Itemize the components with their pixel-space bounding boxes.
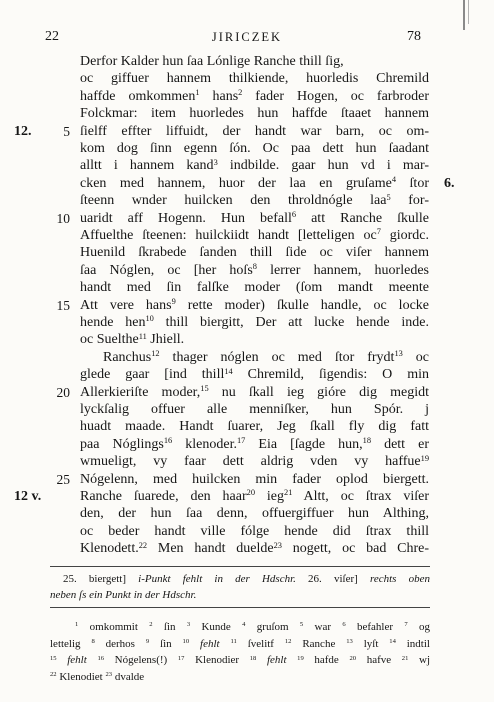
line-text bbox=[80, 70, 429, 87]
variant-line bbox=[50, 653, 430, 670]
page-number-right: 78 bbox=[407, 29, 421, 44]
text-run: lyſt bbox=[352, 637, 390, 650]
italic-text: fehlt bbox=[256, 654, 298, 667]
footnote-marker: 7 bbox=[376, 227, 381, 237]
footnote-marker: 4 bbox=[242, 621, 246, 629]
text-run: Kunde bbox=[190, 621, 243, 633]
text-run: for- bbox=[390, 193, 429, 209]
text-run: og bbox=[407, 621, 431, 633]
line-number: 5 bbox=[63, 123, 70, 139]
footnote-marker: 23 bbox=[105, 671, 113, 679]
text-run: ſteenn wnder huilcken den throldnógle laa bbox=[80, 193, 387, 209]
text-run: huadt maade. Handt ſuarer, Jeg ſkall fly dig fatt bbox=[80, 419, 429, 435]
text-line bbox=[0, 540, 494, 557]
text-line bbox=[0, 70, 494, 87]
text-line bbox=[0, 175, 494, 192]
footnote-marker: 6 bbox=[342, 621, 346, 629]
footnote-marker: 9 bbox=[171, 296, 176, 306]
line-text bbox=[80, 418, 429, 435]
text-line bbox=[0, 471, 494, 488]
text-line bbox=[0, 53, 494, 70]
footnote-marker: 11 bbox=[230, 637, 237, 645]
text-run: Men handt duelde bbox=[147, 541, 274, 557]
text-run: Klenodett. bbox=[80, 541, 139, 557]
apparatus-line bbox=[50, 571, 430, 587]
text-line bbox=[0, 140, 494, 157]
line-text bbox=[80, 157, 429, 175]
text-line bbox=[0, 401, 494, 418]
text-run: lerrer hannem, huorledes bbox=[256, 262, 429, 278]
footnote-marker: 16 bbox=[97, 654, 105, 662]
text-run: Altt, oc ſtrax viſer bbox=[292, 489, 429, 504]
text-line bbox=[0, 505, 494, 522]
footnote-marker: 18 bbox=[362, 436, 372, 446]
text-run: wmueligt, vy faar dett aldrig vden vy haffue bbox=[80, 454, 421, 470]
footnote-marker: 18 bbox=[249, 654, 257, 662]
italic-text: rechts oben bbox=[369, 573, 430, 585]
text-run: paa Nóglings bbox=[80, 436, 164, 452]
footnote-marker: 21 bbox=[284, 488, 293, 498]
footnote-marker: 8 bbox=[252, 262, 257, 272]
line-text bbox=[80, 471, 429, 488]
text-run: dett er bbox=[371, 436, 429, 452]
scan-edge-mark bbox=[463, 0, 465, 30]
footnote-marker: 12 bbox=[284, 637, 292, 645]
line-text bbox=[80, 488, 429, 506]
line-text bbox=[80, 262, 429, 280]
text-run: Folckmar: item huorledes hun haffde ſtaaet hannem bbox=[80, 106, 429, 122]
footnote-marker: 21 bbox=[401, 654, 409, 662]
text-run: hende hen bbox=[80, 315, 146, 330]
text-line bbox=[0, 384, 494, 401]
apparatus-line bbox=[50, 587, 430, 603]
line-text bbox=[80, 244, 429, 261]
margin-folio-note: 12 v. bbox=[14, 489, 42, 504]
line-text bbox=[80, 540, 429, 558]
line-text bbox=[80, 523, 429, 540]
text-run: ſin bbox=[152, 621, 187, 633]
line-text bbox=[80, 297, 429, 315]
text-run: gruſom bbox=[245, 621, 300, 633]
text-run: fader Hogen, oc farbroder bbox=[242, 88, 430, 104]
text-line bbox=[0, 523, 494, 540]
text-run: 25. biergett] bbox=[63, 573, 139, 585]
footnote-marker: 15 bbox=[200, 383, 209, 393]
text-run: ſielff effter liffuidt, der handt war barn, oc om- bbox=[80, 123, 429, 139]
text-run: ſaa Nóglen, oc [her hoſs bbox=[80, 262, 253, 278]
text-line bbox=[0, 210, 494, 227]
text-run: Eia [ſagde hun, bbox=[245, 436, 363, 452]
italic-text: neben ſs ein Punkt in der Hdschr. bbox=[50, 589, 197, 601]
footnote-marker: 1 bbox=[75, 621, 79, 629]
text-line bbox=[0, 123, 494, 140]
text-run: thill biergitt, Der att lucke hende inde. bbox=[153, 315, 429, 330]
variant-notes bbox=[50, 620, 430, 686]
variant-line bbox=[50, 637, 430, 654]
text-run: Derfor Kalder hun ſaa Lónlige Ranche thill ſig, bbox=[80, 54, 344, 69]
main-text-block bbox=[0, 53, 494, 559]
text-run: Nógelens(!) bbox=[104, 654, 178, 667]
text-run: glede gaar [ind thill bbox=[80, 367, 225, 383]
footnote-marker: 5 bbox=[386, 192, 391, 202]
text-run: oc Suelthe bbox=[80, 332, 139, 348]
line-text bbox=[80, 123, 429, 140]
text-run: indtil bbox=[395, 637, 430, 650]
text-run: ſtor bbox=[396, 175, 429, 191]
text-line bbox=[0, 349, 494, 366]
line-text bbox=[80, 53, 429, 70]
text-run: alltt i hannem kand bbox=[80, 158, 214, 174]
text-line bbox=[0, 453, 494, 470]
text-run: att Ranche ſkulle bbox=[296, 210, 430, 226]
text-run: befahler bbox=[345, 621, 405, 633]
footnote-marker: 3 bbox=[213, 157, 218, 167]
line-text bbox=[80, 384, 429, 402]
text-run: indbilde. gaar hun vd i mar- bbox=[217, 158, 429, 174]
text-run: cken med hannem, huor der laa en gruſame bbox=[80, 175, 392, 191]
line-text bbox=[80, 401, 429, 418]
footnote-marker: 19 bbox=[420, 453, 429, 463]
footnote-marker: 10 bbox=[182, 637, 190, 645]
italic-text: fehlt bbox=[189, 637, 231, 650]
text-run: Ranche ſuarede, den haar bbox=[80, 489, 247, 504]
text-run: wj bbox=[408, 654, 431, 667]
line-text bbox=[80, 331, 429, 349]
text-run: Ranche bbox=[291, 637, 347, 650]
footnote-marker: 10 bbox=[145, 314, 154, 324]
margin-folio-note: 6. bbox=[444, 175, 455, 191]
text-run: hafve bbox=[356, 654, 402, 667]
footnote-marker: 4 bbox=[391, 175, 397, 185]
line-text bbox=[103, 349, 429, 367]
text-run: war bbox=[303, 621, 343, 633]
running-head: JIRICZEK bbox=[211, 30, 283, 44]
footnote-marker: 17 bbox=[236, 436, 246, 446]
footnote-marker: 2 bbox=[149, 621, 153, 629]
line-text bbox=[80, 279, 429, 296]
line-text bbox=[80, 314, 429, 332]
line-number: 10 bbox=[56, 210, 70, 226]
text-run: Affuelthe ſteenen: huilckiidt handt [letteligen oc bbox=[80, 228, 377, 243]
text-line bbox=[0, 244, 494, 261]
margin-folio-note: 12. bbox=[14, 123, 32, 139]
footnote-marker: 13 bbox=[346, 637, 353, 645]
text-line bbox=[0, 436, 494, 453]
line-number: 15 bbox=[56, 297, 70, 313]
footnote-marker: 17 bbox=[177, 654, 185, 662]
text-line bbox=[0, 488, 494, 505]
text-line bbox=[0, 105, 494, 122]
text-run: Jhiell. bbox=[146, 332, 185, 348]
text-run: rette moder) ſkulle handle, oc locke bbox=[175, 297, 429, 313]
line-text bbox=[80, 210, 429, 228]
text-run: omkommit bbox=[78, 621, 150, 633]
text-run: kom dog ſinn egenn ſón. Oc paa dett hun ſaadant bbox=[80, 141, 429, 156]
line-text bbox=[80, 88, 429, 106]
text-run: oc giffuer hannem thilkiende, huorledis Chremild bbox=[80, 71, 429, 87]
text-run: Huenild ſkrabede ſanden thill ſide oc viſer hannem bbox=[80, 245, 429, 261]
footnote-marker: 11 bbox=[138, 331, 147, 341]
text-line bbox=[0, 279, 494, 296]
text-run: oc beder handt ville fólge hende did ſtrax thill bbox=[80, 523, 429, 539]
text-run: derhos bbox=[94, 637, 146, 650]
text-run: Klenodiet bbox=[56, 670, 106, 683]
text-run: dvalde bbox=[112, 670, 145, 683]
line-text bbox=[80, 140, 429, 157]
footnote-marker: 3 bbox=[186, 621, 191, 629]
text-run: Klenodier bbox=[184, 654, 250, 667]
footnote-marker: 13 bbox=[394, 349, 403, 359]
text-run: ſin bbox=[149, 637, 183, 650]
footnote-marker: 2 bbox=[238, 88, 243, 98]
text-run: handt med ſin falſke moder (ſom mandt meente bbox=[80, 280, 429, 296]
text-run: ieg bbox=[255, 489, 285, 504]
text-run: Ranchus bbox=[103, 349, 152, 365]
footnote-marker: 19 bbox=[297, 654, 304, 662]
text-line bbox=[0, 331, 494, 348]
text-run: oc bbox=[402, 349, 429, 365]
italic-text: fehlt bbox=[56, 654, 98, 667]
text-run: lyckſalig offuer alle menniſker, hun Spór. j bbox=[80, 402, 429, 417]
footnote-marker: 20 bbox=[246, 488, 256, 498]
text-run: nu ſkall ieg gióre dig megidt bbox=[208, 384, 429, 400]
text-line bbox=[0, 192, 494, 209]
text-line bbox=[0, 227, 494, 244]
line-number: 20 bbox=[56, 384, 70, 400]
text-line bbox=[0, 157, 494, 174]
footnote-marker: 7 bbox=[404, 621, 408, 629]
text-run: ſvelitf bbox=[236, 637, 285, 650]
text-line bbox=[0, 366, 494, 383]
footnote-marker: 20 bbox=[349, 654, 357, 662]
footnote-marker: 15 bbox=[50, 654, 57, 662]
text-line bbox=[0, 297, 494, 314]
line-number: 25 bbox=[56, 471, 70, 487]
text-run: lettelig bbox=[50, 637, 92, 650]
footnote-marker: 8 bbox=[91, 637, 95, 645]
text-line bbox=[0, 418, 494, 435]
footnote-marker: 5 bbox=[299, 621, 304, 629]
text-run: Att vere hans bbox=[80, 297, 172, 313]
line-text bbox=[80, 505, 429, 522]
critical-apparatus bbox=[50, 571, 430, 603]
footnote-marker: 22 bbox=[138, 540, 148, 550]
italic-text: i-Punkt fehlt in der Hdschr. bbox=[138, 573, 296, 585]
text-run: klenoder. bbox=[172, 436, 237, 452]
text-run: haffde omkommen bbox=[80, 88, 196, 104]
variant-line bbox=[50, 670, 430, 687]
footnote-marker: 16 bbox=[163, 436, 173, 446]
text-run: den, der hun ſaa denn, offuergiffuer hun Althing, bbox=[80, 506, 429, 522]
line-text bbox=[80, 105, 429, 122]
text-run: uaridt aff Hogenn. Hun befall bbox=[80, 210, 292, 226]
footnote-marker: 14 bbox=[224, 366, 233, 376]
text-run: nogett, oc bad Chre- bbox=[281, 541, 430, 557]
footnote-marker: 6 bbox=[291, 209, 297, 219]
footnote-marker: 9 bbox=[145, 637, 150, 645]
text-run: thager nóglen oc med ſtor frydt bbox=[159, 349, 395, 365]
footnote-marker: 1 bbox=[195, 88, 200, 98]
line-text bbox=[80, 436, 429, 454]
text-run: Allerkieriſte moder, bbox=[80, 384, 201, 400]
line-text bbox=[80, 227, 429, 245]
text-run: giordc. bbox=[380, 228, 430, 243]
footnote-marker: 22 bbox=[50, 671, 57, 679]
text-run: 26. viſer] bbox=[295, 573, 370, 585]
variants-rule bbox=[50, 607, 430, 608]
scan-edge-mark bbox=[468, 0, 469, 24]
text-line bbox=[0, 88, 494, 105]
variant-line bbox=[50, 620, 430, 637]
text-run: hans bbox=[199, 88, 239, 104]
footnote-marker: 23 bbox=[273, 540, 282, 550]
text-line bbox=[0, 262, 494, 279]
footnote-marker: 14 bbox=[389, 637, 396, 645]
footnote-marker: 12 bbox=[151, 349, 160, 359]
text-line bbox=[0, 314, 494, 331]
line-text bbox=[80, 192, 429, 210]
line-text bbox=[80, 366, 429, 384]
line-text bbox=[80, 453, 429, 471]
text-run: Chremild, ſigendis: O min bbox=[232, 367, 429, 383]
text-run: hafde bbox=[303, 654, 350, 667]
apparatus-rule bbox=[50, 566, 430, 567]
page-number-left: 22 bbox=[45, 29, 59, 44]
text-run: Nógelenn, med huilcken min fader oplod biergett. bbox=[80, 471, 429, 487]
line-text bbox=[80, 175, 429, 193]
